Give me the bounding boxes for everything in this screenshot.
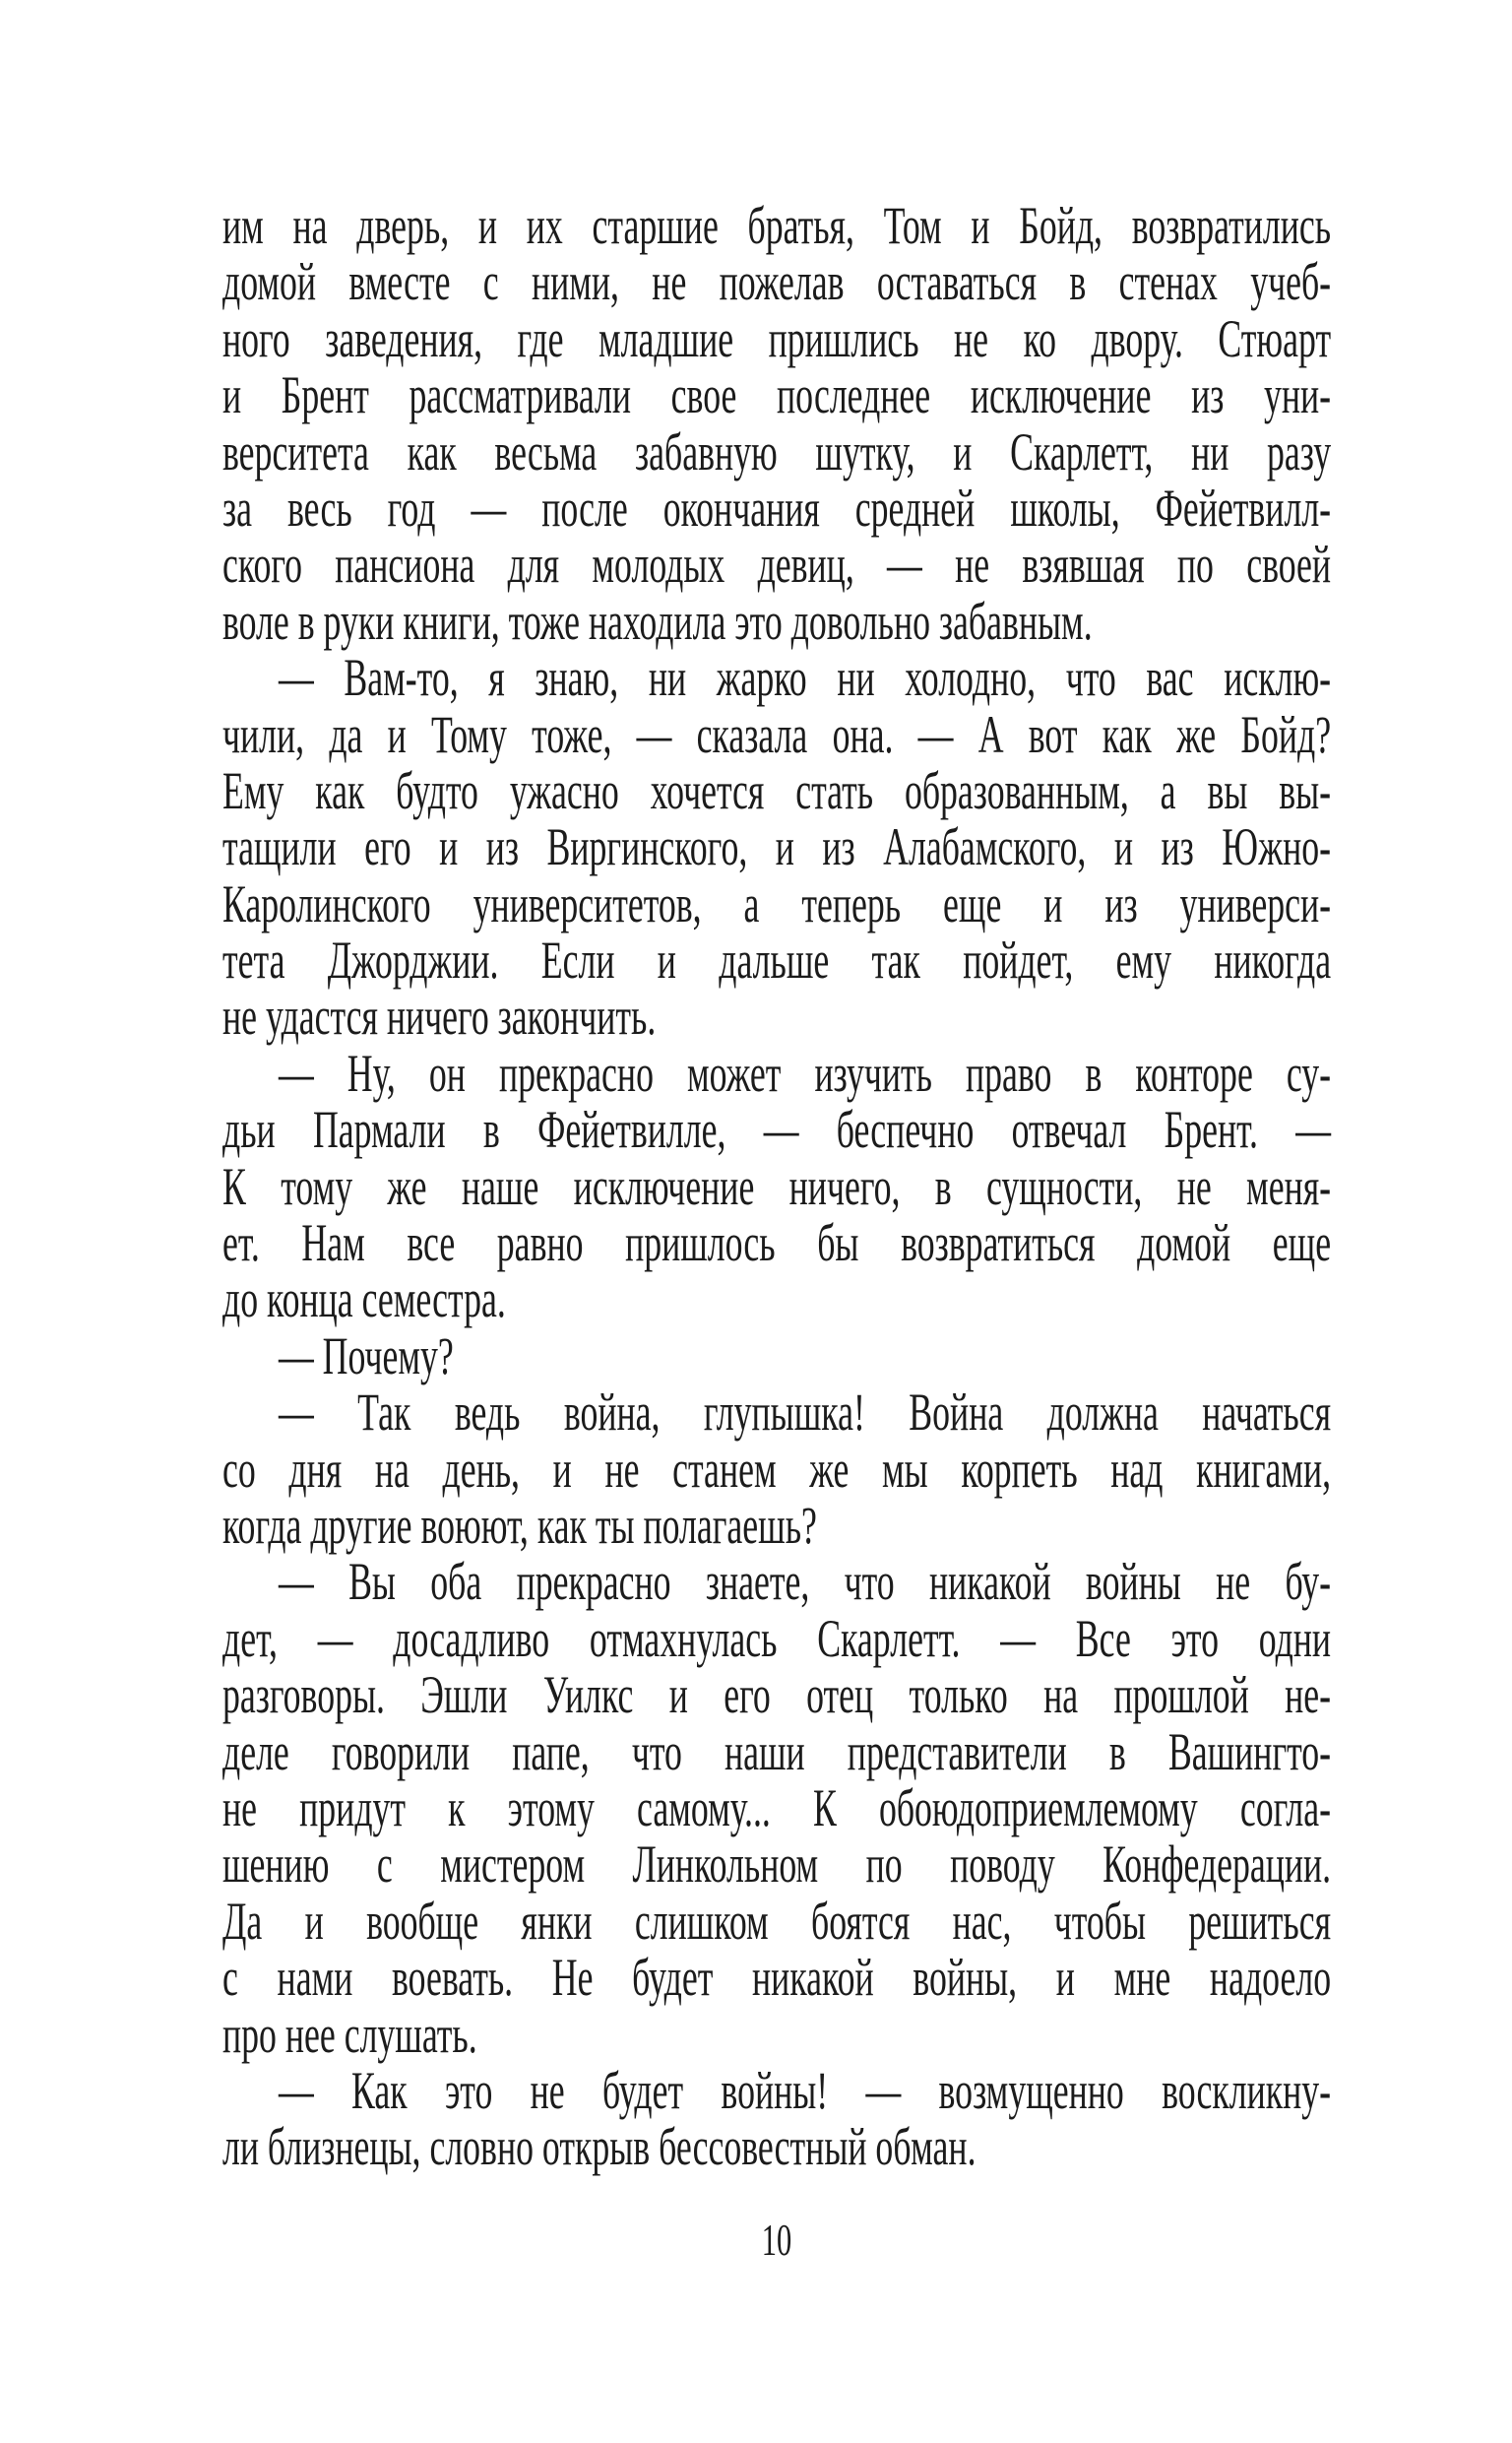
text-line: Каролинского университетов, а теперь еще и из универси- <box>222 873 1332 933</box>
text-line: — Так ведь война, глупышка! Война должна начаться <box>278 1382 1332 1443</box>
text-line: ного заведения, где младшие пришлись не ко двору. Стюарт <box>222 308 1332 368</box>
text-line: Ему как будто ужасно хочется стать образованным, а вы вы- <box>222 760 1332 820</box>
text-line: — Ну, он прекрасно может изучить право в конторе су- <box>278 1043 1332 1103</box>
text-line: и Брент рассматривали свое последнее исключение из уни- <box>222 365 1332 425</box>
text-line: Да и вообще янки слишком боятся нас, чтобы решиться <box>222 1891 1332 1951</box>
text-line: чили, да и Тому тоже, — сказала она. — А вот как же Бойд? <box>222 704 1332 764</box>
text-line: с нами воевать. Не будет никакой войны, и мне надоело <box>222 1948 1332 2008</box>
text-line: не удастся ничего закончить. <box>222 987 657 1047</box>
text-line: когда другие воюют, как ты полагаешь? <box>222 1495 817 1555</box>
text-block <box>222 198 1331 2176</box>
text-line: воле в руки книги, тоже находила это довольно забавным. <box>222 591 1093 651</box>
text-line: — Вам-то, я знаю, ни жарко ни холодно, что вас исклю- <box>278 648 1332 708</box>
text-line: до конца семестра. <box>222 1269 506 1329</box>
text-line: разговоры. Эшли Уилкс и его отец только на прошлой не- <box>222 1665 1332 1725</box>
text-line: ли близнецы, словно открыв бессовестный обман. <box>222 2117 976 2177</box>
text-line: ет. Нам все равно пришлось бы возвратиться домой еще <box>222 1213 1332 1273</box>
text-line: не придут к этому самому... К обоюдоприемлемому согла- <box>222 1777 1332 1837</box>
text-line: — Вы оба прекрасно знаете, что никакой войны не бу- <box>278 1552 1332 1612</box>
text-line: деле говорили папе, что наши представители в Вашингто- <box>222 1721 1332 1781</box>
text-line: тета Джорджии. Если и дальше так пойдет, ему никогда <box>222 931 1332 991</box>
text-line: верситета как весьма забавную шутку, и Скарлетт, ни разу <box>222 421 1332 482</box>
text-line: за весь год — после окончания средней школы, Фейетвилл- <box>222 478 1332 538</box>
text-line: домой вместе с ними, не пожелав оставаться в стенах учеб- <box>222 252 1332 312</box>
text-line: тащили его и из Виргинского, и из Алабамского, и из Южно- <box>222 817 1332 877</box>
text-line: дьи Пармали в Фейетвилле, — беспечно отвечал Брент. — <box>222 1100 1332 1160</box>
text-line: шению с мистером Линкольном по поводу Конфедерации. <box>222 1834 1332 1895</box>
text-line: К тому же наше исключение ничего, в сущности, не меня- <box>222 1156 1332 1216</box>
text-line: со дня на день, и не станем же мы корпеть над книгами, <box>222 1439 1332 1499</box>
page-number: 10 <box>761 2215 792 2265</box>
text-line: дет, — досадливо отмахнулась Скарлетт. — Все это одни <box>222 1608 1332 1668</box>
text-line: — Как это не будет войны! — возмущенно воскликну- <box>278 2060 1332 2120</box>
text-line: — Почему? <box>278 1325 454 1385</box>
text-line: ского пансиона для молодых девиц, — не взявшая по своей <box>222 535 1332 595</box>
text-line: им на дверь, и их старшие братья, Том и Бойд, возвратились <box>222 196 1332 255</box>
text-line: про нее слушать. <box>222 2004 477 2064</box>
